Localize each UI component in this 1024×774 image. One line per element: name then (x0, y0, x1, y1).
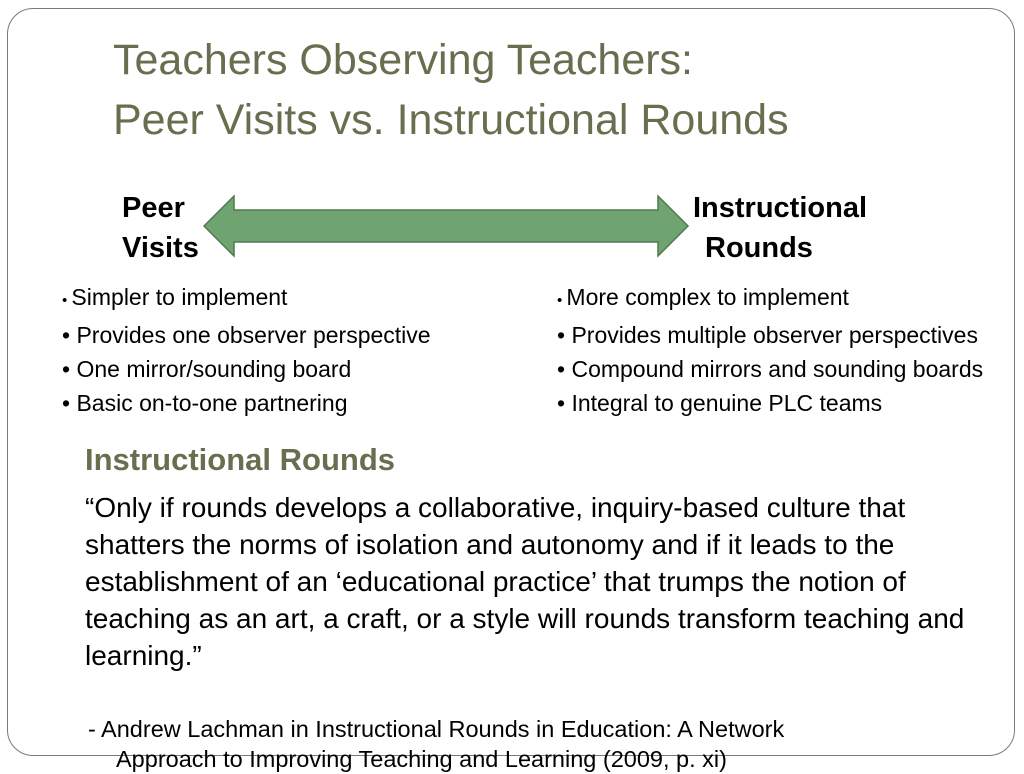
citation-line-2: Approach to Improving Teaching and Learning (2009, p. xi) (116, 746, 727, 772)
list-item: • Provides multiple observer perspectives (557, 318, 997, 352)
list-item: • More complex to implement (557, 280, 997, 318)
list-item: • One mirror/sounding board (62, 352, 442, 386)
double-arrow-icon (200, 192, 692, 260)
peer-visits-label (122, 188, 199, 268)
peer-visits-label-line-1: Peer (122, 192, 185, 224)
list-item: • Basic on-to-one partnering (62, 386, 442, 420)
instructional-rounds-label-line-1: Instructional (693, 192, 868, 224)
section-heading: Instructional Rounds (85, 442, 395, 477)
quote-text: “Only if rounds develops a collaborative, inquiry-based culture that shatters the norms of isolation and autonomy and if it leads to the establishment of an ‘educational practice’ that trumps the notion of teaching as an art, a craft, or a style will rounds transform teaching and learning.” (85, 492, 965, 671)
slide-title-line-2: Peer Visits vs. Instructional Rounds (113, 96, 789, 144)
citation-line-1: - Andrew Lachman in Instructional Rounds in Education: A Network (88, 716, 785, 742)
list-item: • Compound mirrors and sounding boards (557, 352, 997, 386)
peer-visits-list (62, 280, 442, 420)
slide-title (113, 30, 789, 150)
quote-citation (88, 714, 968, 774)
list-item: • Provides one observer perspective (62, 318, 442, 352)
instructional-rounds-label-line-2: Rounds (705, 232, 813, 264)
slide-title-line-1: Teachers Observing Teachers: (113, 36, 693, 84)
instructional-rounds-list (557, 280, 997, 420)
list-item: • Integral to genuine PLC teams (557, 386, 997, 420)
list-item: • Simpler to implement (62, 280, 442, 318)
instructional-rounds-label (693, 188, 867, 268)
peer-visits-label-line-2: Visits (122, 232, 199, 264)
